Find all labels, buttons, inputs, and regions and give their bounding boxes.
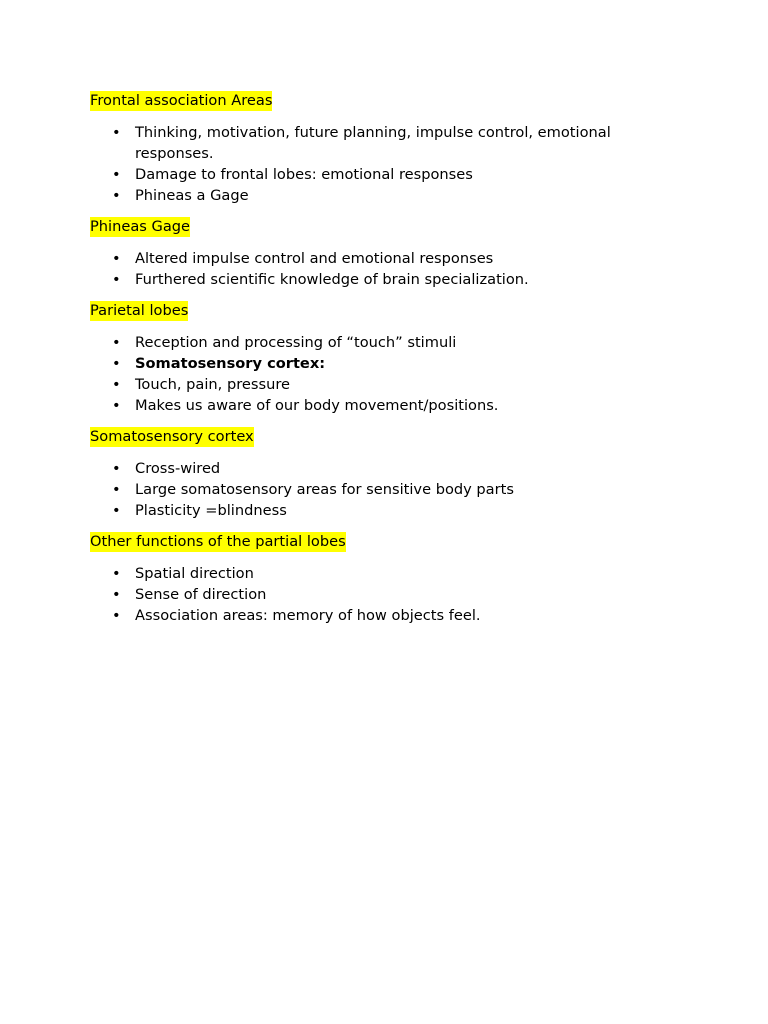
list-item bbox=[90, 500, 650, 521]
bullet-icon: • bbox=[112, 271, 121, 288]
bullet-icon: • bbox=[112, 250, 121, 267]
list-item bbox=[90, 248, 650, 269]
bullet-icon: • bbox=[112, 124, 121, 141]
list-item bbox=[90, 563, 650, 584]
bullet-icon: • bbox=[112, 460, 121, 477]
bullet-icon: • bbox=[112, 334, 121, 351]
list-item-text: Makes us aware of our body movement/positions. bbox=[135, 397, 499, 414]
list-item bbox=[90, 374, 650, 395]
list-item bbox=[90, 584, 650, 605]
list-item bbox=[90, 395, 650, 416]
bullet-icon: • bbox=[112, 166, 121, 183]
bullet-icon: • bbox=[112, 376, 121, 393]
bullet-list bbox=[90, 458, 650, 521]
list-item bbox=[90, 185, 650, 206]
bullet-list bbox=[90, 563, 650, 626]
list-item-text: Furthered scientific knowledge of brain specialization. bbox=[135, 271, 529, 288]
bullet-icon: • bbox=[112, 187, 121, 204]
list-item bbox=[90, 164, 650, 185]
bullet-list bbox=[90, 248, 650, 290]
section-parietal-lobes bbox=[90, 301, 650, 416]
bullet-icon: • bbox=[112, 397, 121, 414]
list-item-text: Large somatosensory areas for sensitive body parts bbox=[135, 481, 514, 498]
section-heading: Somatosensory cortex bbox=[90, 428, 254, 445]
bullet-icon: • bbox=[112, 607, 121, 624]
list-item bbox=[90, 479, 650, 500]
list-item-text: Cross-wired bbox=[135, 460, 221, 477]
list-item bbox=[90, 353, 650, 374]
list-item-text: Phineas a Gage bbox=[135, 187, 249, 204]
list-item bbox=[90, 332, 650, 353]
list-item bbox=[90, 605, 650, 626]
list-item bbox=[90, 458, 650, 479]
section-heading: Other functions of the partial lobes bbox=[90, 533, 346, 550]
section-other-functions bbox=[90, 532, 650, 626]
list-item-text: Damage to frontal lobes: emotional responses bbox=[135, 166, 473, 183]
list-item-text: Altered impulse control and emotional responses bbox=[135, 250, 494, 267]
list-item-text: Thinking, motivation, future planning, impulse control, emotional responses. bbox=[135, 124, 611, 162]
section-heading: Parietal lobes bbox=[90, 302, 189, 319]
section-heading: Phineas Gage bbox=[90, 218, 191, 235]
list-item-text: Spatial direction bbox=[135, 565, 254, 582]
list-item-text: Reception and processing of “touch” stimuli bbox=[135, 334, 457, 351]
list-item-text: Plasticity =blindness bbox=[135, 502, 287, 519]
bullet-list bbox=[90, 122, 650, 206]
list-item bbox=[90, 269, 650, 290]
list-item-text: Sense of direction bbox=[135, 586, 267, 603]
bullet-icon: • bbox=[112, 586, 121, 603]
bullet-icon: • bbox=[112, 502, 121, 519]
list-item-text: Touch, pain, pressure bbox=[135, 376, 290, 393]
list-item bbox=[90, 122, 650, 164]
list-item-text: Association areas: memory of how objects feel. bbox=[135, 607, 481, 624]
bullet-icon: • bbox=[112, 481, 121, 498]
section-heading: Frontal association Areas bbox=[90, 92, 273, 109]
bullet-icon: • bbox=[112, 355, 121, 372]
document-page bbox=[90, 91, 650, 637]
section-frontal-association-areas bbox=[90, 91, 650, 206]
section-phineas-gage bbox=[90, 217, 650, 290]
section-somatosensory-cortex bbox=[90, 427, 650, 521]
bullet-icon: • bbox=[112, 565, 121, 582]
bullet-list bbox=[90, 332, 650, 416]
list-item-text: Somatosensory cortex: bbox=[135, 355, 326, 372]
